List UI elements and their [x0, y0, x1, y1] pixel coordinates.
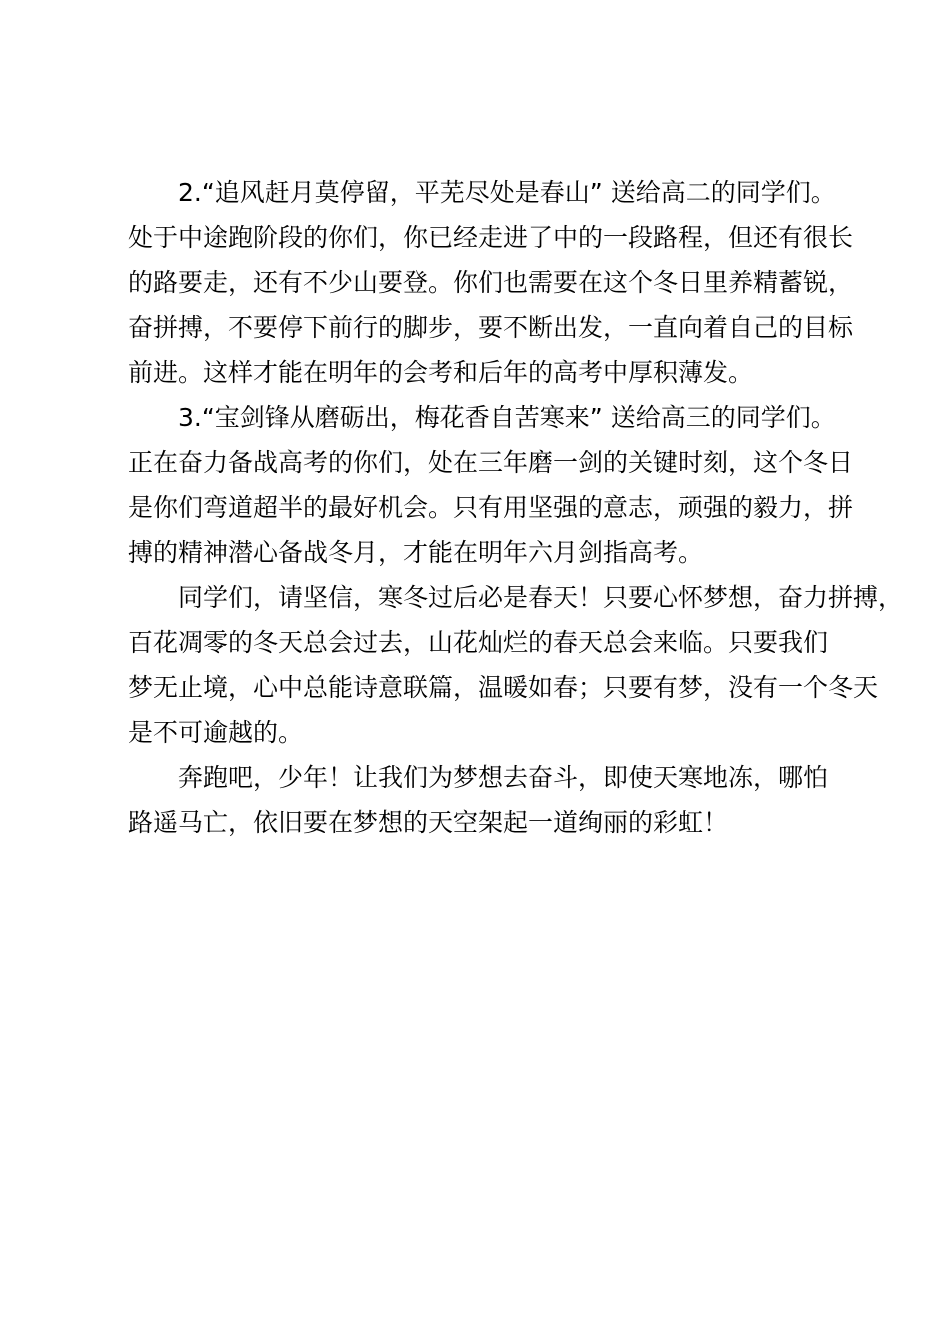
text-line: 的路要走，还有不少山要登。你们也需要在这个冬日里养精蓄锐， — [128, 268, 854, 297]
text-line: 2.“追风赶月莫停留，平芜尽处是春山” 送给高二的同学们。 — [178, 178, 836, 207]
paragraph-grade-three — [128, 395, 854, 575]
text-line: 同学们，请坚信，寒冬过后必是春天！只要心怀梦想，奋力拼搏， — [178, 583, 904, 612]
text-line: 奋拼搏，不要停下前行的脚步，要不断出发，一直向着自己的目标 — [128, 313, 854, 342]
paragraph-grade-two — [128, 170, 854, 395]
text-line: 是不可逾越的。 — [128, 718, 304, 747]
text-line: 正在奋力备战高考的你们，处在三年磨一剑的关键时刻，这个冬日 — [128, 448, 854, 477]
text-line: 3.“宝剑锋从磨砺出，梅花香自苦寒来” 送给高三的同学们。 — [178, 403, 836, 432]
paragraph-closing — [128, 755, 840, 845]
text-line: 奔跑吧，少年！让我们为梦想去奋斗，即使天寒地冻，哪怕 — [178, 763, 829, 792]
text-line: 路遥马亡，依旧要在梦想的天空架起一道绚丽的彩虹！ — [128, 808, 729, 837]
text-line: 百花凋零的冬天总会过去，山花灿烂的春天总会来临。只要我们 — [128, 628, 829, 657]
text-line: 处于中途跑阶段的你们，你已经走进了中的一段路程，但还有很长 — [128, 223, 854, 252]
document-body — [128, 170, 904, 845]
text-line: 是你们弯道超半的最好机会。只有用坚强的意志，顽强的毅力，拼 — [128, 493, 854, 522]
text-line: 前进。这样才能在明年的会考和后年的高考中厚积薄发。 — [128, 358, 754, 387]
text-line: 搏的精神潜心备战冬月，才能在明年六月剑指高考。 — [128, 538, 704, 567]
paragraph-believe-spring — [128, 575, 904, 755]
text-line: 梦无止境，心中总能诗意联篇，温暖如春；只要有梦，没有一个冬天 — [128, 673, 879, 702]
